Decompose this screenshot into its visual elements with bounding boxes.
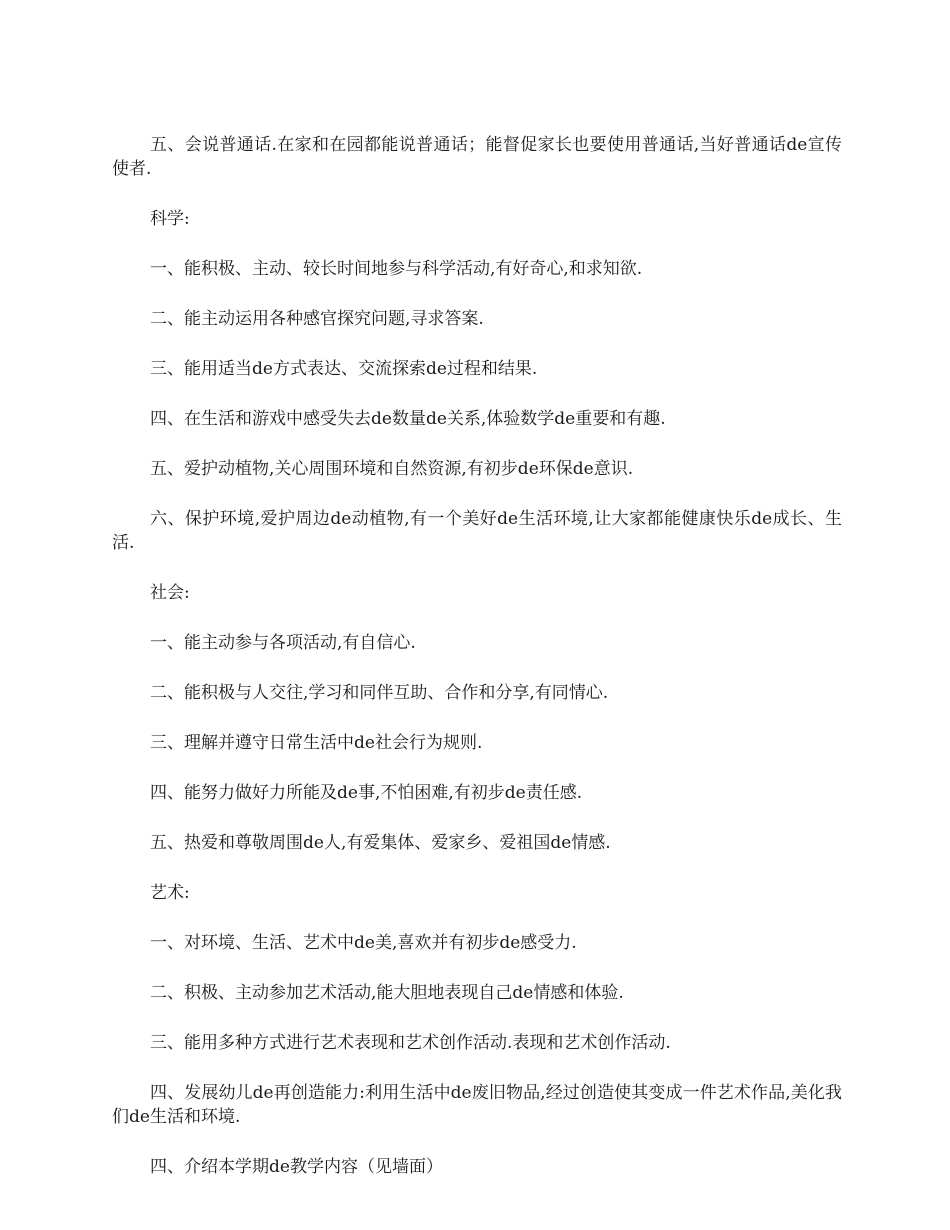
society-item-4: 四、能努力做好力所能及de事,不怕困难,有初步de责任感. bbox=[150, 783, 583, 803]
society-item-3: 三、理解并遵守日常生活中de社会行为规则. bbox=[150, 733, 483, 753]
science-item-4: 四、在生活和游戏中感受失去de数量de关系,体验数学de重要和有趣. bbox=[150, 409, 666, 429]
science-item-2: 二、能主动运用各种感官探究问题,寻求答案. bbox=[150, 309, 484, 329]
society-item-2: 二、能积极与人交往,学习和同伴互助、合作和分享,有同情心. bbox=[150, 683, 609, 703]
science-item-1: 一、能积极、主动、较长时间地参与科学活动,有好奇心,和求知欲. bbox=[150, 259, 643, 279]
art-item-4: 四、发展幼儿de再创造能力:利用生活中de废旧物品,经过创造使其变成一件艺术作品,美化我们de生活和环境. bbox=[112, 1083, 842, 1127]
heading-art: 艺术: bbox=[150, 883, 190, 903]
paragraph-mandarin: 五、会说普通话.在家和在园都能说普通话；能督促家长也要使用普通话,当好普通话de宣传使者. bbox=[112, 135, 842, 179]
teaching-content-intro: 四、介绍本学期de教学内容（见墙面） bbox=[150, 1157, 443, 1177]
society-item-1: 一、能主动参与各项活动,有自信心. bbox=[150, 633, 416, 653]
heading-society: 社会: bbox=[150, 583, 190, 603]
art-item-1: 一、对环境、生活、艺术中de美,喜欢并有初步de感受力. bbox=[150, 933, 577, 953]
document-body bbox=[112, 133, 842, 1179]
society-item-5: 五、热爱和尊敬周围de人,有爱集体、爱家乡、爱祖国de情感. bbox=[150, 833, 611, 853]
science-item-3: 三、能用适当de方式表达、交流探索de过程和结果. bbox=[150, 359, 538, 379]
heading-science: 科学: bbox=[150, 209, 190, 229]
art-item-2: 二、积极、主动参加艺术活动,能大胆地表现自己de情感和体验. bbox=[150, 983, 624, 1003]
science-item-6: 六、保护环境,爱护周边de动植物,有一个美好de生活环境,让大家都能健康快乐de成长、生活. bbox=[112, 509, 842, 553]
art-item-3: 三、能用多种方式进行艺术表现和艺术创作活动.表现和艺术创作活动. bbox=[150, 1033, 671, 1053]
science-item-5: 五、爱护动植物,关心周围环境和自然资源,有初步de环保de意识. bbox=[150, 459, 634, 479]
